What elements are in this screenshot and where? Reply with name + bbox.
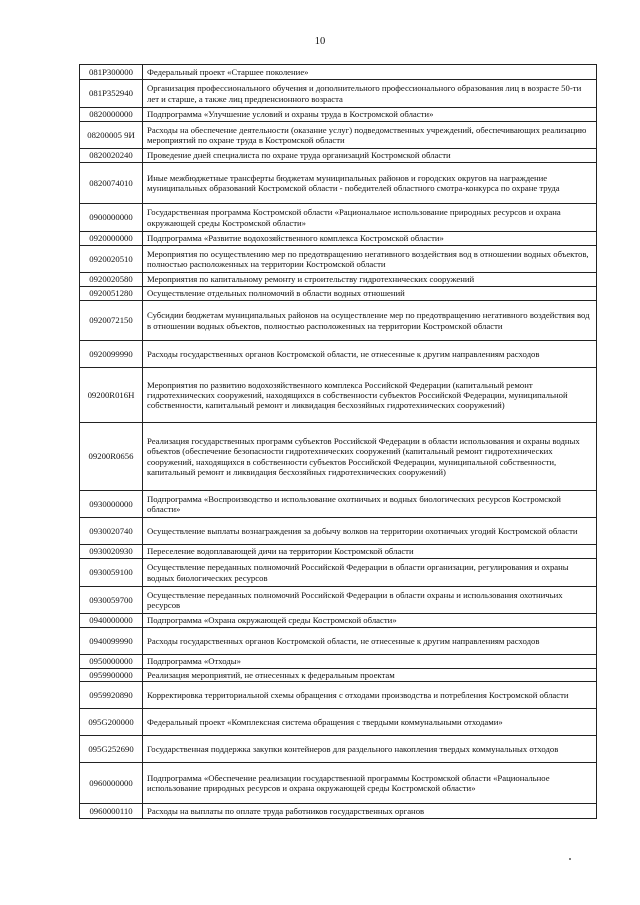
row-code: 095G252690 bbox=[80, 736, 143, 763]
row-description: Подпрограмма «Развитие водохозяйственного комплекса Костромской области» bbox=[143, 232, 597, 246]
table-row bbox=[80, 736, 597, 763]
table-row bbox=[80, 368, 597, 423]
row-description: Корректировка территориальной схемы обращения с отходами производства и потребления Костромской области bbox=[143, 682, 597, 709]
row-code: 0930059700 bbox=[80, 587, 143, 614]
table-row bbox=[80, 559, 597, 587]
table-row bbox=[80, 518, 597, 545]
row-description: Государственная программа Костромской области «Рациональное использование природных ресурсов и охрана окружающей среды Костромской области» bbox=[143, 204, 597, 232]
table-row bbox=[80, 628, 597, 655]
row-description: Осуществление переданных полномочий Российской Федерации в области охраны и использования охотничьих ресурсов bbox=[143, 587, 597, 614]
row-code: 0920000000 bbox=[80, 232, 143, 246]
table-row bbox=[80, 204, 597, 232]
table-row bbox=[80, 246, 597, 273]
row-description: Осуществление отдельных полномочий в области водных отношений bbox=[143, 287, 597, 301]
row-code: 0930020930 bbox=[80, 545, 143, 559]
table-row bbox=[80, 669, 597, 682]
row-code: 09200R016Н bbox=[80, 368, 143, 423]
row-description: Подпрограмма «Отходы» bbox=[143, 655, 597, 669]
row-description: Подпрограмма «Охрана окружающей среды Костромской области» bbox=[143, 614, 597, 628]
row-description: Расходы на обеспечение деятельности (оказание услуг) подведомственных учреждений, обеспечивающих реализацию мероприятий по охране труда в Костромской области bbox=[143, 122, 597, 149]
row-description: Государственная поддержка закупки контейнеров для раздельного накопления твердых коммунальных отходов bbox=[143, 736, 597, 763]
row-description: Федеральный проект «Старшее поколение» bbox=[143, 65, 597, 80]
scan-speck bbox=[569, 858, 571, 860]
row-code: 0960000110 bbox=[80, 804, 143, 819]
table-row bbox=[80, 301, 597, 341]
row-description: Реализация мероприятий, не отнесенных к федеральным проектам bbox=[143, 669, 597, 682]
row-description: Расходы на выплаты по оплате труда работников государственных органов bbox=[143, 804, 597, 819]
table-row bbox=[80, 545, 597, 559]
row-code: 0960000000 bbox=[80, 763, 143, 804]
row-code: 09200R0656 bbox=[80, 423, 143, 491]
table-row bbox=[80, 149, 597, 163]
table-row bbox=[80, 341, 597, 368]
table-row bbox=[80, 423, 597, 491]
row-description: Организация профессионального обучения и дополнительного профессионального образования лиц в возрасте 50-ти лет и старше, а также лиц предпенсионного возраста bbox=[143, 80, 597, 108]
row-description: Иные межбюджетные трансферты бюджетам муниципальных районов и городских округов на награждение муниципальных образований Костромской области - победителей областного смотра-конкурса по охране труда bbox=[143, 163, 597, 204]
row-code: 0920020510 bbox=[80, 246, 143, 273]
table-row bbox=[80, 763, 597, 804]
table-body bbox=[80, 65, 597, 819]
row-code: 0820000000 bbox=[80, 108, 143, 122]
row-code: 0930020740 bbox=[80, 518, 143, 545]
row-description: Подпрограмма «Улучшение условий и охраны труда в Костромской области» bbox=[143, 108, 597, 122]
table-row bbox=[80, 65, 597, 80]
budget-codes-table bbox=[79, 64, 597, 819]
table-row bbox=[80, 491, 597, 518]
row-code: 0940099990 bbox=[80, 628, 143, 655]
row-code: 0820020240 bbox=[80, 149, 143, 163]
row-code: 0920020580 bbox=[80, 273, 143, 287]
row-description: Расходы государственных органов Костромской области, не отнесенные к другим направлениям расходов bbox=[143, 341, 597, 368]
row-description: Осуществление переданных полномочий Российской Федерации в области организации, регулирования и охраны водных биологических ресурсов bbox=[143, 559, 597, 587]
table-row bbox=[80, 80, 597, 108]
table-row bbox=[80, 122, 597, 149]
row-description: Проведение дней специалиста по охране труда организаций Костромской области bbox=[143, 149, 597, 163]
table-row bbox=[80, 804, 597, 819]
table-row bbox=[80, 108, 597, 122]
table-row bbox=[80, 232, 597, 246]
row-description: Реализация государственных программ субъектов Российской Федерации в области использования и охраны водных объектов (обеспечение безопасности гидротехнических сооружений (капитальный ремонт гидротехнических сооружений, находящихся в собственности субъектов Российской Федерации, муниципальной собственности, капитальный ремонт и ликвидация бесхозяйных гидротехнических сооружений) bbox=[143, 423, 597, 491]
row-code: 0820074010 bbox=[80, 163, 143, 204]
table-row bbox=[80, 273, 597, 287]
row-description: Подпрограмма «Воспроизводство и использование охотничьих и водных биологических ресурсов Костромской области» bbox=[143, 491, 597, 518]
table-row bbox=[80, 709, 597, 736]
row-code: 081P352940 bbox=[80, 80, 143, 108]
row-description: Расходы государственных органов Костромской области, не отнесенные к другим направлениям расходов bbox=[143, 628, 597, 655]
row-description: Подпрограмма «Обеспечение реализации государственной программы Костромской области «Рациональное использование природных ресурсов и охрана окружающей среды Костромской области» bbox=[143, 763, 597, 804]
row-code: 0959920890 bbox=[80, 682, 143, 709]
row-code: 0959900000 bbox=[80, 669, 143, 682]
table-row bbox=[80, 614, 597, 628]
table-row bbox=[80, 682, 597, 709]
row-code: 081P300000 bbox=[80, 65, 143, 80]
row-description: Переселение водоплавающей дичи на территории Костромской области bbox=[143, 545, 597, 559]
row-code: 0900000000 bbox=[80, 204, 143, 232]
row-code: 0920072150 bbox=[80, 301, 143, 341]
row-description: Субсидии бюджетам муниципальных районов на осуществление мер по предотвращению негативного воздействия вод в отношении водных объектов, полностью расположенных на территории Костромской области bbox=[143, 301, 597, 341]
table-row bbox=[80, 587, 597, 614]
row-description: Мероприятия по развитию водохозяйственного комплекса Российской Федерации (капитальный ремонт гидротехнических сооружений, находящихся в собственности субъектов Российской Федерации, муниципальной собственности, капитальный ремонт и ликвидация бесхозяйных гидротехнических сооружений) bbox=[143, 368, 597, 423]
table-row bbox=[80, 287, 597, 301]
row-code: 0920051280 bbox=[80, 287, 143, 301]
table-row bbox=[80, 163, 597, 204]
row-code: 0930000000 bbox=[80, 491, 143, 518]
row-code: 0940000000 bbox=[80, 614, 143, 628]
table-row bbox=[80, 655, 597, 669]
row-description: Осуществление выплаты вознаграждения за добычу волков на территории охотничьих угодий Костромской области bbox=[143, 518, 597, 545]
row-code: 095G200000 bbox=[80, 709, 143, 736]
row-code: 0950000000 bbox=[80, 655, 143, 669]
row-description: Мероприятия по осуществлению мер по предотвращению негативного воздействия вод в отношении водных объектов, полностью расположенных на территории Костромской области bbox=[143, 246, 597, 273]
row-code: 0920099990 bbox=[80, 341, 143, 368]
row-description: Мероприятия по капитальному ремонту и строительству гидротехнических сооружений bbox=[143, 273, 597, 287]
row-code: 08200005 9И bbox=[80, 122, 143, 149]
row-code: 0930059100 bbox=[80, 559, 143, 587]
row-description: Федеральный проект «Комплексная система обращения с твердыми коммунальными отходами» bbox=[143, 709, 597, 736]
page-number: 10 bbox=[314, 36, 326, 47]
